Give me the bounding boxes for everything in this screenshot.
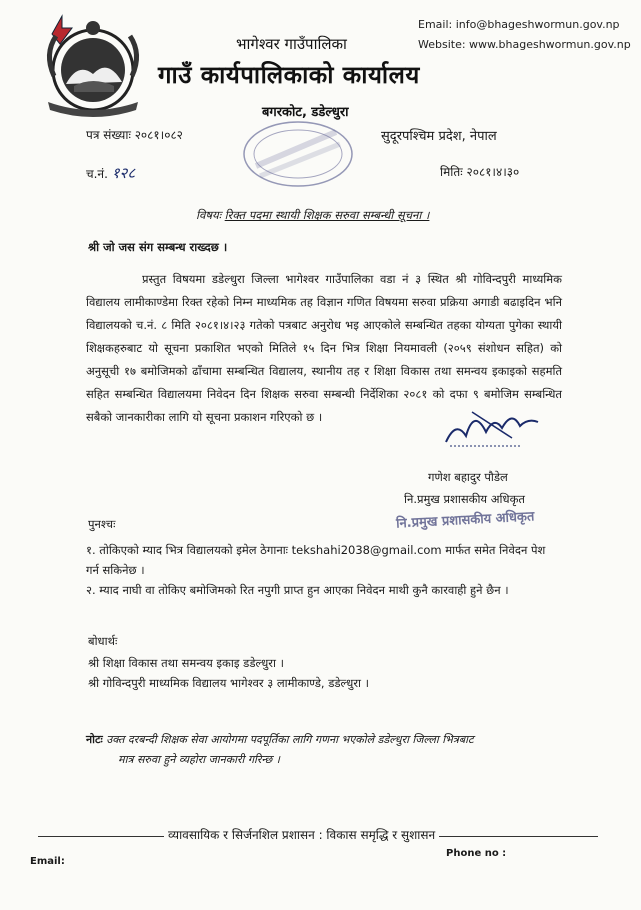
subject-label: विषयः	[196, 208, 222, 222]
letter-greeting: श्री जो जस संग सम्बन्ध राख्दछ ।	[88, 240, 228, 254]
letter-body: प्रस्तुत विषयमा डडेल्धुरा जिल्ला भागेश्वर गाउँपालिका वडा नं ३ स्थित श्री गोविन्दपुरी माध्यमिक विद्यालय लामीकाण्डेमा रिक्त रहेको निम्न माध्यमिक तह विज्ञान गणित विषयमा सरुवा प्रक्रिया अगाडी बढाइदिन भनि विद्यालयको च.नं. ८ मिति २०८१।४।२३ गतेको पत्रबाट अनुरोध भइ आएकोले सम्बन्धित तहका योग्यता पुगेका स्थायी शिक्षकहरुबाट यो सूचना प्रकाशित भएको मितिले १५ दिन भित्र शिक्षा नियमावली (२०५९ संशोधन सहित) को अनुसूची १७ बमोजिमको ढाँचामा सम्बन्धित विद्यालय, स्थानीय तह र शिक्षा विकास तथा समन्वय इकाइको सहमति सहित सम्बन्धित विद्यालयमा निवेदन दिन शिक्षक सरुवा सम्बन्धी निर्देशिका २०८१ को दफा ९ बमोजिम सम्बन्धित सबैको जानकारीका लागि यो सूचना प्रकाशन गरिएको छ ।	[86, 272, 562, 424]
cc-item: श्री गोविन्दपुरी माध्यमिक विद्यालय भागेश्वर ३ लामीकाण्डे, डडेल्धुरा ।	[88, 676, 370, 690]
province-line: सुदूरपश्चिम प्रदेश, नेपाल	[381, 129, 497, 144]
note-text: उक्त दरबन्दी शिक्षक सेवा आयोगमा पदपूर्तिका लागि गणना भएकोले डडेल्धुरा जिल्ला भित्रबाट	[106, 733, 474, 746]
header-email: Email: info@bhageshwormun.gov.np	[418, 18, 620, 31]
postscript-heading: पुनश्चः	[88, 517, 116, 531]
dispatch-number	[86, 163, 135, 183]
officer-stamp: नि.प्रमुख प्रशासकीय अधिकृत	[395, 509, 535, 532]
letter-subject	[196, 208, 429, 223]
letter-number: पत्र संख्याः २०८१।०८२	[86, 128, 183, 142]
signatory-title: नि.प्रमुख प्रशासकीय अधिकृत	[404, 492, 525, 506]
letter-note	[86, 730, 556, 770]
footer-slogan: व्यावसायिक र सिर्जनशिल प्रशासन : विकास समृद्धि र सुशासन	[164, 826, 439, 843]
dispatch-label: च.नं.	[86, 167, 108, 181]
municipality-name: भागेश्वर गाउँपालिका	[236, 35, 347, 53]
postscript-item: १. तोकिएको म्याद भित्र विद्यालयको इमेल ठेगानाः tekshahi2038@gmail.com मार्फत समेत निवेदन पेश गर्न सकिनेछ ।	[86, 543, 546, 577]
cc-item: श्री शिक्षा विकास तथा समन्वय इकाइ डडेल्धुरा ।	[88, 656, 284, 670]
office-name: गाउँ कार्यपालिकाको कार्यालय	[158, 61, 420, 89]
cc-heading: बोधार्थः	[88, 634, 118, 648]
office-round-stamp-icon	[236, 112, 356, 192]
office-location: बगरकोट, डडेल्धुरा	[262, 105, 349, 120]
footer-email-label: Email:	[30, 856, 65, 867]
postscript-item: २. म्याद नाघी वा तोकिए बमोजिमको रित नपुगी प्राप्त हुन आएका निवेदन माथी कुनै कारवाही हुने छैन ।	[86, 583, 509, 597]
header-website: Website: www.bhageshwormun.gov.np	[418, 38, 631, 51]
signature-icon	[442, 398, 542, 448]
dispatch-handwritten-number: १२८	[111, 164, 136, 182]
note-text-continued: मात्र सरुवा हुने व्यहोरा जानकारी गरिन्छ ।	[118, 753, 280, 766]
signatory-name: गणेश बहादुर पौडेल	[428, 470, 508, 484]
nepal-government-emblem	[38, 14, 148, 118]
note-label: नोटः	[86, 733, 103, 746]
footer-phone-label: Phone no :	[446, 848, 507, 859]
letter-date: मितिः २०८१।४।३०	[440, 165, 520, 179]
subject-title: रिक्त पदमा स्थायी शिक्षक सरुवा सम्बन्धी सूचना ।	[224, 208, 430, 222]
